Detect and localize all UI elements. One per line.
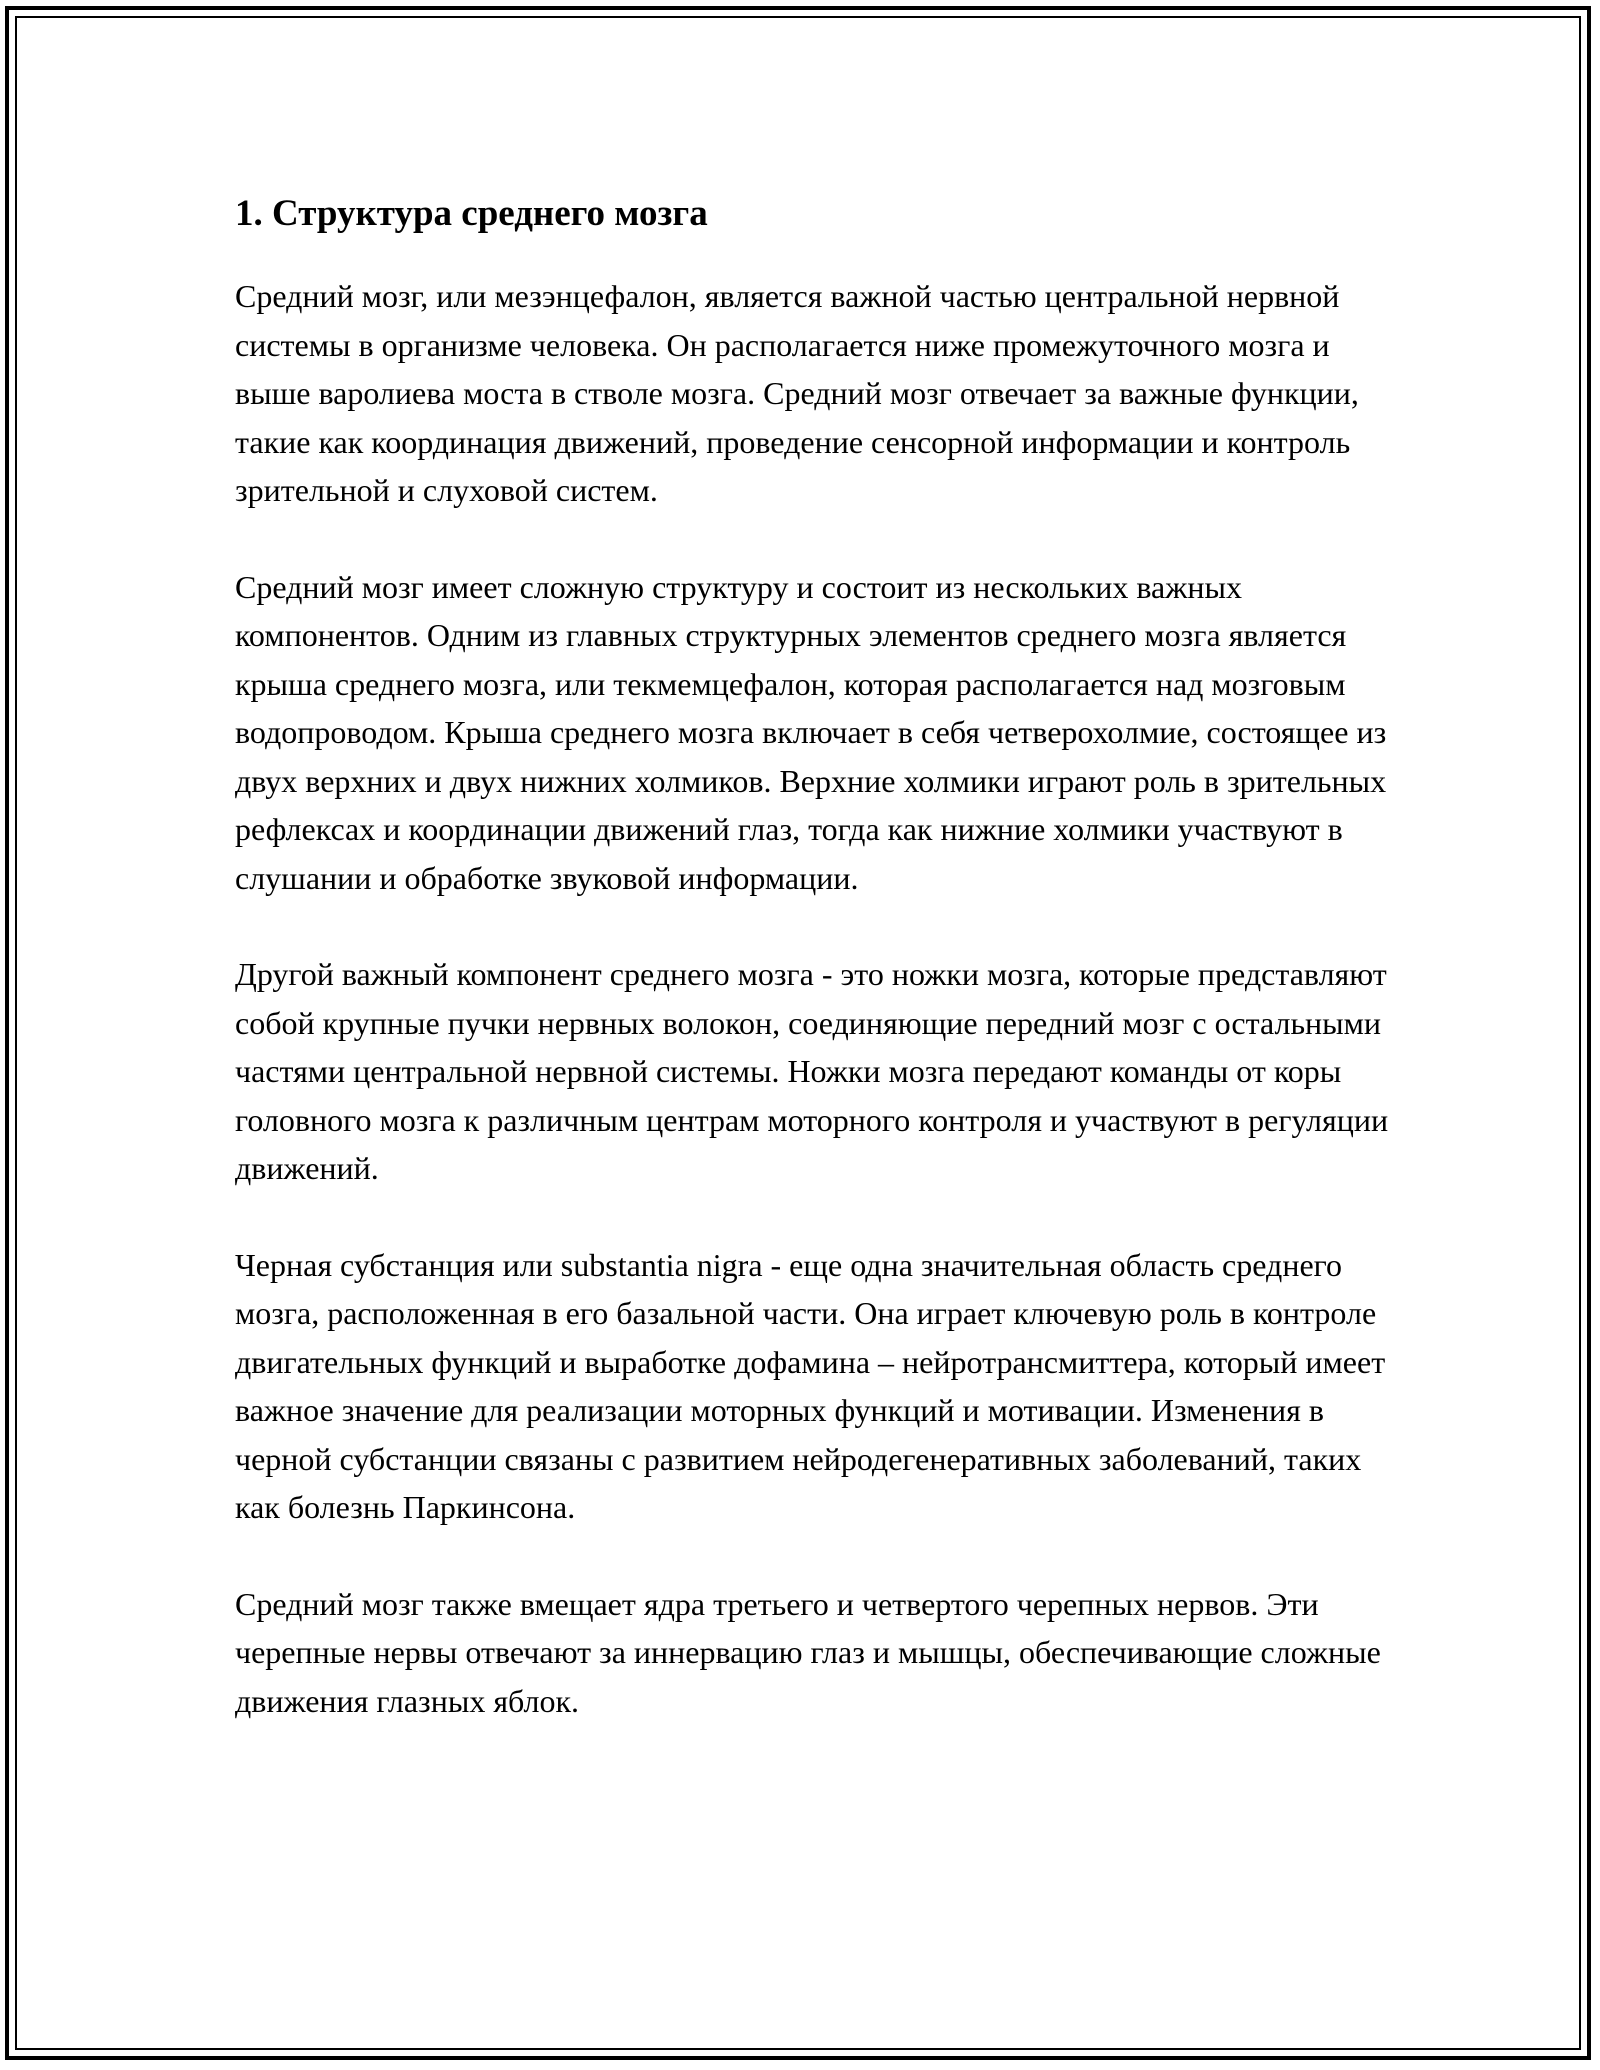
document-body	[235, 188, 1395, 1773]
section-heading: 1. Структура среднего мозга	[235, 193, 708, 234]
paragraph-cranial-nerves: Средний мозг также вмещает ядра третьего и четвертого черепных нервов. Эти черепные нервы отвечают за иннервацию глаз и мышцы, обеспечивающие сложные движения глазных яблок.	[235, 1585, 1381, 1719]
paragraph-substantia-nigra: Черная субстанция или substantia nigra - еще одна значительная область среднего мозга, расположенная в его базальной части. Она играет ключевую роль в контроле двигательных функций и выработке дофамина – нейротрансмиттера, который имеет важное значение для реализации моторных функций и мотивации. Изменения в черной субстанции связаны с развитием нейродегенеративных заболеваний, таких как болезнь Паркинсона.	[235, 1246, 1386, 1525]
paragraph-intro: Средний мозг, или мезэнцефалон, является важной частью центральной нервной системы в организме человека. Он располагается ниже промежуточного мозга и выше варолиева моста в стволе мозга. Средний мозг отвечает за важные функции, такие как координация движений, проведение сенсорной информации и контроль зрительной и слуховой систем.	[235, 278, 1359, 508]
paragraph-cerebral-peduncles: Другой важный компонент среднего мозга - это ножки мозга, которые представляют собой крупные пучки нервных волокон, соединяющие передний мозг с остальными частями центральной нервной системы. Ножки мозга передают команды от коры головного мозга к различным центрам моторного контроля и участвуют в регуляции движений.	[235, 956, 1389, 1186]
paragraph-tectum: Средний мозг имеет сложную структуру и состоит из нескольких важных компонентов. Одним из главных структурных элементов среднего мозга является крыша среднего мозга, или текмемцефалон, которая располагается над мозговым водопроводом. Крыша среднего мозга включает в себя четверохолмие, состоящее из двух верхних и двух нижних холмиков. Верхние холмики играют роль в зрительных рефлексах и координации движений глаз, тогда как нижние холмики участвуют в слушании и обработке звуковой информации.	[235, 568, 1387, 896]
